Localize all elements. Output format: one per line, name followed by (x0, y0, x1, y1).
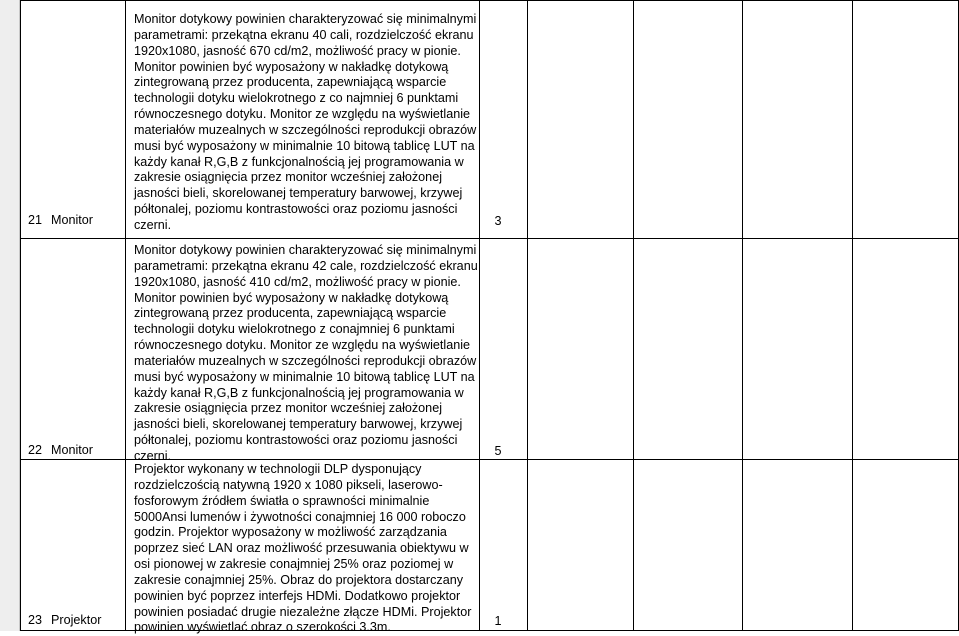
row-header-gutter (0, 0, 20, 631)
grid-line (633, 0, 634, 631)
item-name: Monitor (51, 213, 93, 227)
grid-line (479, 0, 480, 631)
item-name: Projektor (51, 613, 102, 627)
item-description: Monitor dotykowy powinien charakteryzować się minimalnymi parametrami: przekątna ekranu 40 cali, rozdzielczość ekranu 1920x1080, jasność 670 cd/m2, możliwość pracy w pionie. Monitor powinien być wyposażony w nakładkę dotykową zintegrowaną przez producenta, zapewniającą wsparcie technologii dotyku wielokrotnego z co najmniej 6 punktami równoczesnego dotyku. Monitor ze względu na wyświetlanie materiałów muzealnych w szczególności reprodukcji obrazów musi być wyposażony w minimalnie 10 bitową tablicę LUT na każdy kanał R,G,B z funkcjonalnością jej programowania w zakresie osiągnięcia przez monitor wcześniej założonej jasności bieli, skorelowanej temperatury barwowej, krzywej półtonalej, poziomu kontrastowości oraz poziomu jasności czerni. (134, 12, 477, 232)
row-number: 23 (27, 613, 42, 627)
item-description: Projektor wykonany w technologii DLP dysponujący rozdzielczością natywną 1920 x 1080 pikseli, laserowo- fosforowym źródłem światła o sprawności minimalnie 5000Ansi lumenów i żywotności conajmniej 16 000 roboczo godzin. Projektor wyposażony w możliwość zarządzania poprzez sieć LAN oraz możliwość przesuwania obiektywu w osi pionowej w zakresie conajmniej 25% oraz poziomej w zakresie conajmniej 25%. Obraz do projektora dostarczany powinien być poprzez interfejs HDMi. Dodatkowo projektor powinien posiadać drugie niezależne złącze HDMi. Projektor powinien wyświetlać obraz o szerokości 3.3m. (134, 462, 472, 635)
row-number: 21 (27, 213, 42, 227)
item-quantity: 1 (494, 614, 502, 628)
item-quantity: 5 (494, 444, 502, 458)
grid-line (125, 0, 126, 631)
row-number: 22 (27, 443, 42, 457)
grid-line (527, 0, 528, 631)
item-description: Monitor dotykowy powinien charakteryzować się minimalnymi parametrami: przekątna ekranu 42 cale, rozdzielczość ekranu 1920x1080, jasność 410 cd/m2, możliwość pracy w pionie. Monitor powinien być wyposażony w nakładkę dotykową zintegrowaną przez producenta, zapewniającą wsparcie technologii dotyku wielokrotnego z conajmniej 6 punktami równoczesnego dotyku. Monitor ze względu na wyświetlanie materiałów muzealnych w szczególności reprodukcji obrazów musi być wyposażony w minimalnie 10 bitową tablicę LUT na każdy kanał R,G,B z funkcjonalnością jej programowania w zakresie osiągnięcia przez monitor wcześniej założonej jasności bieli, skorelowanej temperatury barwowej, krzywej półtonalej, poziomu kontrastowości oraz poziomu jasności czerni. (134, 243, 478, 463)
grid-line (20, 238, 959, 239)
grid-line (742, 0, 743, 631)
item-quantity: 3 (494, 214, 502, 228)
grid-line (20, 0, 959, 1)
item-name: Monitor (51, 443, 93, 457)
grid-line (852, 0, 853, 631)
grid-line (20, 0, 21, 631)
